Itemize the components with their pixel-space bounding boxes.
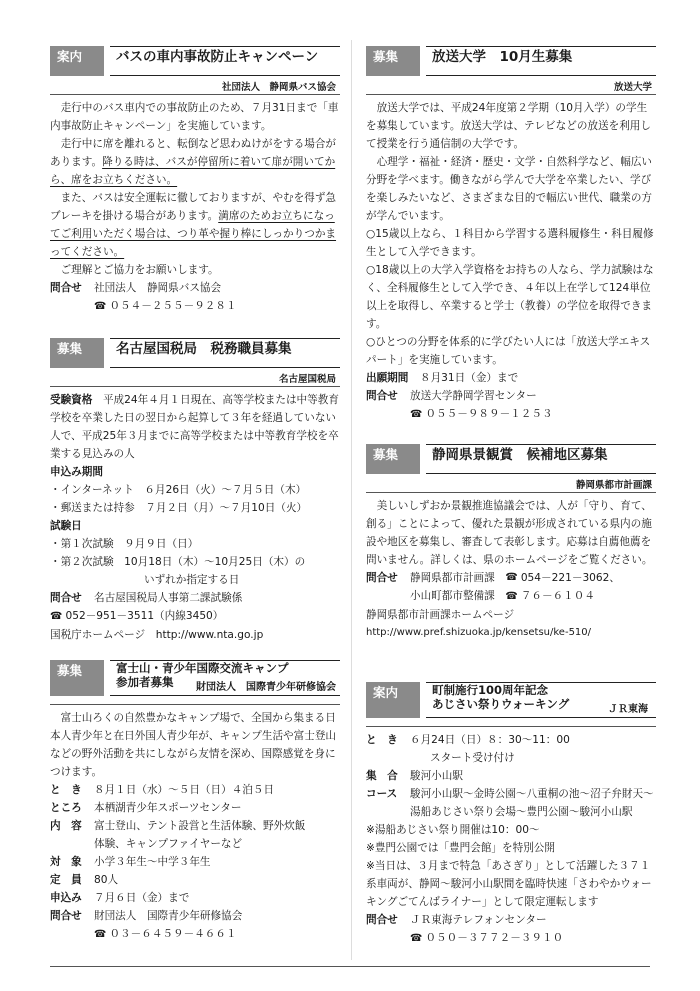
article-header: [50, 660, 340, 696]
article-body: [366, 726, 656, 948]
where-value: 本栖湖青少年スポーツセンター: [94, 802, 242, 814]
phone-number: ０５４－２５５－９２８１: [109, 300, 237, 312]
underlined-text: 満席のためお立ちになってご利用いただく場合は、つり革や握り棒にしっかりつかまってください。: [50, 210, 337, 258]
bullet-item: ○18歳以上の大学入学資格をお持ちの人なら、学力試験はなく、全科履修生として入学でき、４年以上在学して124単位以上を取得し、卒業すると学士（教養）の学位を取得できます。: [366, 264, 654, 330]
phone-number: ０５５－９８９－１２５３: [425, 408, 553, 420]
target-label: 対 象: [50, 856, 82, 868]
period-value: ８月31日（金）まで: [420, 372, 519, 384]
info-row: [366, 767, 656, 785]
category-tag: 案内: [50, 46, 104, 76]
contact-row: [50, 279, 340, 297]
article-title: [426, 682, 656, 718]
category-tag: 募集: [366, 46, 420, 76]
article-body: [50, 386, 340, 644]
phone-row: [366, 929, 656, 948]
contact-label: 問合せ: [366, 572, 398, 584]
info-row: [50, 781, 340, 799]
contact-name: 静岡県都市計画課: [410, 572, 495, 584]
homepage-label: 静岡県都市計画課ホームページ: [366, 609, 515, 621]
paragraph: [50, 135, 340, 189]
phone-number: 054－221－3062、: [520, 572, 620, 584]
capacity-label: 定 員: [50, 874, 82, 886]
article-header: [50, 46, 340, 76]
when-value: ６月24日（日）８：30～11：00: [410, 734, 570, 746]
note: ※豊門公園では「豊門会館」を特別公開: [366, 842, 555, 854]
phone-number: 052－951－3511（内線3450）: [65, 610, 224, 622]
article-body: [50, 704, 340, 944]
period-label: 出願期間: [366, 372, 409, 384]
underlined-text: 降りる時は、バスが停留所に着いて扉が開いてから、席をお立ちください。: [50, 156, 336, 186]
article-body: [366, 492, 656, 642]
article-header: [366, 46, 656, 76]
contact-row: [366, 587, 656, 606]
category-tag: 募集: [50, 338, 104, 368]
phone-row: [50, 607, 340, 626]
qualification: [50, 391, 340, 463]
contact-label: 問合せ: [50, 592, 82, 604]
meet-label: 集 合: [366, 770, 398, 782]
phone-number: ０３－６４５９－４６６１: [109, 928, 237, 940]
article-camp: [50, 660, 340, 944]
content-value: 富士登山、テント設営と生活体験、野外炊飯: [94, 820, 306, 832]
phone-row: [50, 925, 340, 944]
info-row: [366, 731, 656, 749]
article-title: 放送大学 10月生募集: [426, 46, 656, 76]
phone-icon: ☎: [505, 572, 518, 583]
homepage: 国税庁ホームページ http://www.nta.go.jp: [50, 629, 264, 641]
capacity-value: 80人: [94, 874, 119, 886]
contact-name: 社団法人 静岡県バス協会: [94, 282, 222, 294]
paragraph: 走行中のバス車内での事故防止のため、７月31日まで「車内事故防止キャンペーン」を実施しています。: [50, 102, 339, 132]
bullet-item: ○ひとつの分野を体系的に学びたい人には「放送大学エキスパート」を実施しています。: [366, 336, 651, 366]
apply-internet: ・インターネット ６月26日（火）～７月５日（木）: [50, 484, 307, 496]
article-title: バスの車内事故防止キャンペーン: [110, 46, 340, 76]
phone-icon: ☎: [50, 611, 63, 622]
apply-mail: ・郵送または持参 ７月２日（月）～７月10日（火）: [50, 502, 308, 514]
note: ※湯船あじさい祭り開催は10：00～: [366, 824, 540, 836]
article-header: [366, 682, 656, 718]
apply-label: 申込み: [50, 892, 82, 904]
phone-icon: ☎: [410, 933, 423, 944]
article-header: [50, 338, 340, 368]
where-label: ところ: [50, 802, 82, 814]
content-label: 内 容: [50, 820, 82, 832]
contact-row: [50, 907, 340, 925]
exam-first: ・第１次試験 ９月９日（日）: [50, 538, 199, 550]
organizer: 名古屋国税局: [278, 374, 336, 385]
contact-row: [366, 387, 656, 405]
phone-icon: ☎: [94, 929, 107, 940]
category-tag: 募集: [50, 660, 104, 696]
meet-value: 駿河小山駅: [410, 770, 463, 782]
qualification-label: 受験資格: [50, 394, 93, 406]
when-note: スタート受け付け: [430, 752, 515, 764]
organizer: 放送大学: [613, 82, 652, 93]
category-tag: 募集: [366, 444, 420, 474]
paragraph: ご理解とご協力をお願いします。: [60, 264, 219, 276]
exam-date-label: 試験日: [50, 520, 82, 532]
title-line: 町制施行100周年記念: [432, 683, 549, 697]
phone-icon: ☎: [94, 301, 107, 312]
phone-icon: ☎: [410, 409, 423, 420]
text: また、バスは安全運転に徹しておりますが、やむを得ず急ブレーキを掛ける場合があります。: [50, 192, 337, 222]
article-bus: [50, 46, 340, 316]
paragraph: 美しいしずおか景観推進協議会では、人が「守り、育て、創る」ことによって、優れた景観が形成されている県内の施設や地区を募集し、審査して表彰します。応募は自薦他薦を問いません。詳しくは、県のホームページをご覧ください。: [366, 500, 653, 566]
note: ※当日は、３月まで特急「あさぎり」として活躍した３７１系車両が、静岡～駿河小山駅間を臨時快速「さわやかウォーキングごてんばライナー」として限定運転します: [366, 860, 652, 908]
contact-name: ＪＲ東海テレフォンセンター: [410, 914, 547, 926]
contact-row: [366, 569, 656, 587]
phone-row: [50, 297, 340, 316]
contact-name: 放送大学静岡学習センター: [410, 390, 537, 402]
contact-name: 名古屋国税局人事第二課試験係: [94, 592, 243, 604]
contact-label: 問合せ: [366, 914, 398, 926]
homepage-url[interactable]: http://www.pref.shizuoka.jp/kensetsu/ke-510/: [366, 627, 592, 638]
exam-second: ・第２次試験 10月18日（木）～10月25日（木）の: [50, 556, 306, 568]
article-title: [110, 660, 340, 696]
exam-second-note: いずれか指定する日: [144, 574, 240, 586]
when-label: と き: [366, 734, 398, 746]
info-row: [50, 871, 340, 889]
contact-row: [366, 911, 656, 929]
article-body: [50, 94, 340, 316]
contact-label: 問合せ: [50, 282, 82, 294]
contact-label: 問合せ: [50, 910, 82, 922]
article-scenic-award: [366, 444, 656, 642]
organizer: 財団法人 国際青少年研修協会: [196, 682, 336, 693]
course-label: コース: [366, 788, 398, 800]
article-title: 静岡県景観賞 候補地区募集: [426, 444, 656, 474]
article-open-university: [366, 46, 656, 424]
phone-number: ７６－６１０４: [520, 590, 595, 602]
title-line: あじさい祭りウォーキング: [432, 696, 570, 711]
phone-row: [366, 405, 656, 424]
contact-name: 小山町都市整備課: [410, 590, 495, 602]
paragraph: 富士山ろくの自然豊かなキャンプ場で、全国から集まる日本人青少年と在日外国人青少年が、キャンプ生活や富士登山などの野外活動を共にしながら友情を深め、国際感覚を身につけます。: [50, 712, 337, 778]
article-title: 名古屋国税局 税務職員募集: [110, 338, 340, 368]
info-row: [50, 799, 340, 817]
bottom-rule: [50, 966, 650, 967]
qualification-text: 平成24年４月１日現在、高等学校または中等教育学校を卒業した日の翌日から起算して３年を経過していない人で、平成25年３月までに高等学校または中等教育学校を卒業する見込みの人: [50, 394, 339, 460]
column-divider: [351, 40, 352, 960]
content-value-cont: 体験、キャンプファイヤーなど: [94, 838, 243, 850]
title-line: 参加者募集: [116, 674, 174, 689]
when-label: と き: [50, 784, 82, 796]
info-row: [366, 785, 656, 821]
info-row: [50, 889, 340, 907]
article-body: [366, 94, 656, 424]
when-value: ８月１日（水）～５日（日）４泊５日: [94, 784, 275, 796]
apply-period-label: 申込み期間: [50, 466, 103, 478]
info-row: [50, 817, 340, 835]
course-value: 駿河小山駅～金時公園～八重桐の池～沼子弁財天～湯船あじさい祭り会場～豊門公園～駿河小山駅: [410, 788, 654, 818]
contact-name: 財団法人 国際青少年研修協会: [94, 910, 243, 922]
article-hydrangea-walk: [366, 682, 656, 948]
category-tag: 案内: [366, 682, 420, 718]
organizer: 静岡県都市計画課: [575, 480, 652, 491]
apply-value: ７月６日（金）まで: [94, 892, 190, 904]
contact-label: 問合せ: [366, 390, 398, 402]
contact-row: [50, 589, 340, 607]
phone-number: ０５０－３７７２－３９１０: [425, 932, 564, 944]
phone-icon: ☎: [505, 591, 518, 602]
article-tax-recruit: [50, 338, 340, 644]
paragraph: 放送大学では、平成24年度第２学期（10月入学）の学生を募集しています。放送大学は、テレビなどの放送を利用して授業を行う通信制の大学です。: [366, 102, 651, 150]
paragraph: [50, 189, 340, 261]
organizer: 社団法人 静岡県バス協会: [221, 82, 336, 93]
organizer: ＪＲ東海: [608, 704, 648, 715]
bullet-item: ○15歳以上なら、１科目から学習する選科履修生・科目履修生として入学できます。: [366, 228, 654, 258]
info-row: [366, 369, 656, 387]
info-row: [50, 853, 340, 871]
target-value: 小学３年生～中学３年生: [94, 856, 211, 868]
paragraph: 心理学・福祉・経済・歴史・文学・自然科学など、幅広い分野を学べます。働きながら学んで大学を卒業したい、学びを楽しみたいなど、さまざまな目的で幅広い世代、職業の方が学んでいます。: [366, 156, 653, 222]
text: 走行中に席を離れると、転倒など思わぬけがをする場合があります。: [50, 138, 337, 168]
article-header: [366, 444, 656, 474]
title-line: 富士山・青少年国際交流キャンプ: [116, 661, 289, 675]
